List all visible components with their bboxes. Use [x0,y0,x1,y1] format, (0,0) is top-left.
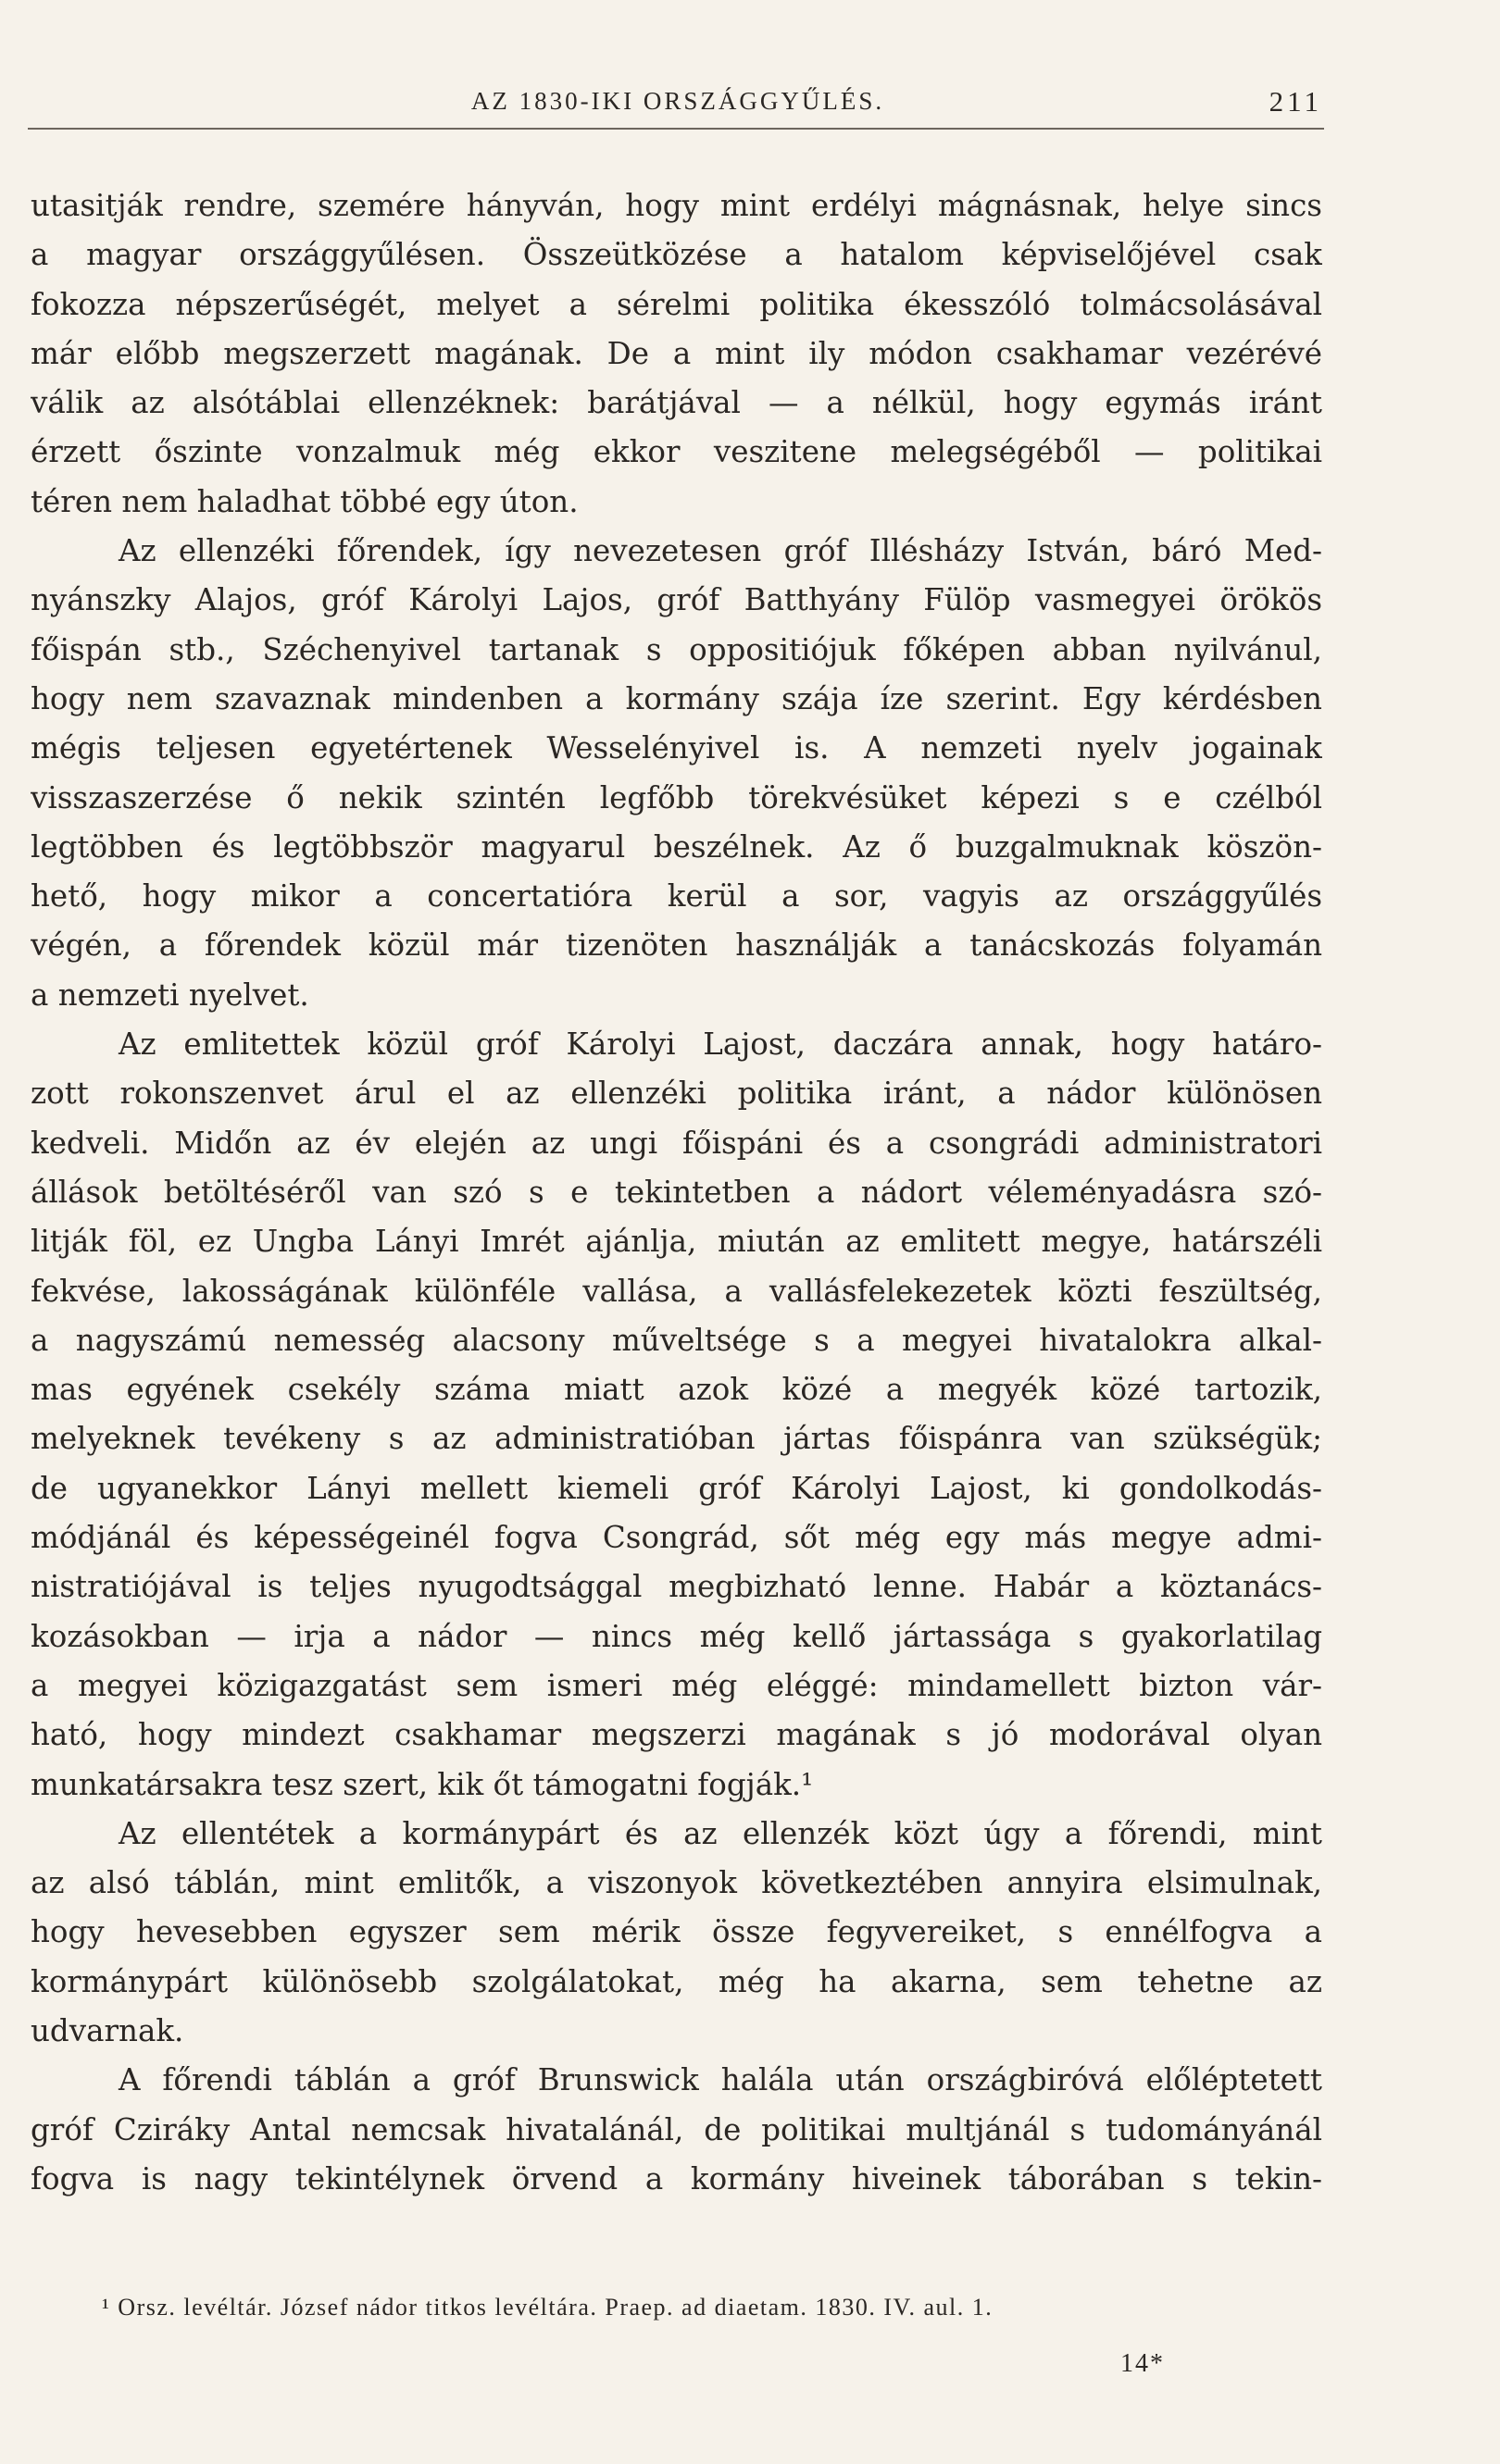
text-line: válik az alsótáblai ellenzéknek: barátjával — a nélkül, hogy egymás iránt [31,385,1322,421]
header-rule [28,128,1324,130]
text-line: a megyei közigazgatást sem ismeri még eléggé: mindamellett bizton vár- [31,1667,1322,1703]
text-line: a magyar országgyűlésen. Összeütközése a hatalom képviselőjével csak [31,237,1322,273]
text-line: A főrendi táblán a gróf Brunswick halála után országbiróvá előléptetett [119,2062,1322,2098]
text-line: nyánszky Alajos, gróf Károlyi Lajos, gróf Batthyány Fülöp vasmegyei örökös [31,582,1322,618]
text-line: ható, hogy mindezt csakhamar megszerzi magának s jó modorával olyan [31,1717,1322,1753]
text-line: kormánypárt különösebb szolgálatokat, még ha akarna, sem tehetne az [31,1963,1322,1999]
text-line: fogva is nagy tekintélynek örvend a kormány hiveinek táborában s tekin- [31,2160,1322,2196]
text-line: fekvése, lakosságának különféle vallása, a vallásfelekezetek közti feszültség, [31,1273,1322,1309]
text-line: Az ellentétek a kormánypárt és az ellenzék közt úgy a főrendi, mint [119,1815,1322,1851]
text-line: mas egyének csekély száma miatt azok közé a megyék közé tartozik, [31,1372,1322,1408]
text-line: végén, a főrendek közül már tizenöten használják a tanácskozás folyamán [31,927,1322,964]
footnote: ¹ Orsz. levéltár. József nádor titkos levéltára. Praep. ad diaetam. 1830. IV. aul. 1. [102,2294,994,2321]
text-line: már előbb megszerzett magának. De a mint ily módon csakhamar vezérévé [31,335,1322,371]
body-text [31,181,1322,2204]
page-number: 211 [1269,85,1322,118]
text-line: mégis teljesen egyetértenek Wesselényivel is. A nemzeti nyelv jogainak [31,730,1322,766]
text-line: kedveli. Midőn az év elején az ungi főispáni és a csongrádi administratori [31,1125,1322,1161]
text-line: Az ellenzéki főrendek, így nevezetesen gróf Illésházy István, báró Med- [119,533,1322,569]
text-line: zott rokonszenvet árul el az ellenzéki politika iránt, a nádor különösen [31,1076,1322,1112]
signature-mark: 14* [1120,2349,1165,2378]
text-line: gróf Cziráky Antal nemcsak hivatalánál, de politikai multjánál s tudományánál [31,2111,1322,2147]
text-line: legtöbben és legtöbbször magyarul beszélnek. Az ő buzgalmuknak köszön- [31,828,1322,865]
text-line: utasitják rendre, szemére hányván, hogy mint erdélyi mágnásnak, helye sincs [31,188,1322,223]
text-line: litják föl, ez Ungba Lányi Imrét ajánlja, miután az emlitett megye, határszéli [31,1224,1322,1260]
text-line: a nemzeti nyelvet. [31,977,309,1013]
running-head [33,81,1322,124]
text-line: az alsó táblán, mint emlitők, a viszonyok következtében annyira elsimulnak, [31,1865,1322,1901]
text-line: nistratiójával is teljes nyugodtsággal megbizható lenne. Habár a köztanács- [31,1569,1322,1605]
text-line: főispán stb., Széchenyivel tartanak s oppositiójuk főképen abban nyilvánul, [31,631,1322,667]
text-line: melyeknek tevékeny s az administratióban jártas főispánra van szükségük; [31,1421,1322,1457]
text-line: Az emlitettek közül gróf Károlyi Lajost, daczára annak, hogy határo- [119,1027,1322,1063]
text-line: fokozza népszerűségét, melyet a sérelmi politika ékesszóló tolmácsolásával [31,286,1322,322]
running-title: AZ 1830-IKI ORSZÁGGYŰLÉS. [470,87,885,115]
text-line: kozásokban — irja a nádor — nincs még kellő jártassága s gyakorlatilag [31,1618,1322,1654]
text-line: módjánál és képességeinél fogva Csongrád, sőt még egy más megye admi- [31,1520,1322,1556]
text-line: udvarnak. [31,2012,184,2048]
text-line: a nagyszámú nemesség alacsony műveltsége s a megyei hivatalokra alkal- [31,1322,1322,1358]
text-line: munkatársakra tesz szert, kik őt támogatni fogják.¹ [31,1766,814,1802]
text-line: hogy hevesebben egyszer sem mérik össze fegyvereiket, s ennélfogva a [31,1914,1322,1950]
text-line: téren nem haladhat többé egy úton. [31,483,579,519]
text-line: hető, hogy mikor a concertatióra kerül a sor, vagyis az országgyűlés [31,878,1322,915]
text-line: állások betöltéséről van szó s e tekintetben a nádort véleményadásra szó- [31,1174,1322,1210]
text-line: visszaszerzése ő nekik szintén legfőbb törekvésüket képezi s e czélból [31,779,1322,815]
text-line: hogy nem szavaznak mindenben a kormány szája íze szerint. Egy kérdésben [31,680,1322,716]
text-line: érzett őszinte vonzalmuk még ekkor veszitene melegségéből — politikai [31,434,1322,470]
text-line: de ugyanekkor Lányi mellett kiemeli gróf Károlyi Lajost, ki gondolkodás- [31,1470,1322,1506]
